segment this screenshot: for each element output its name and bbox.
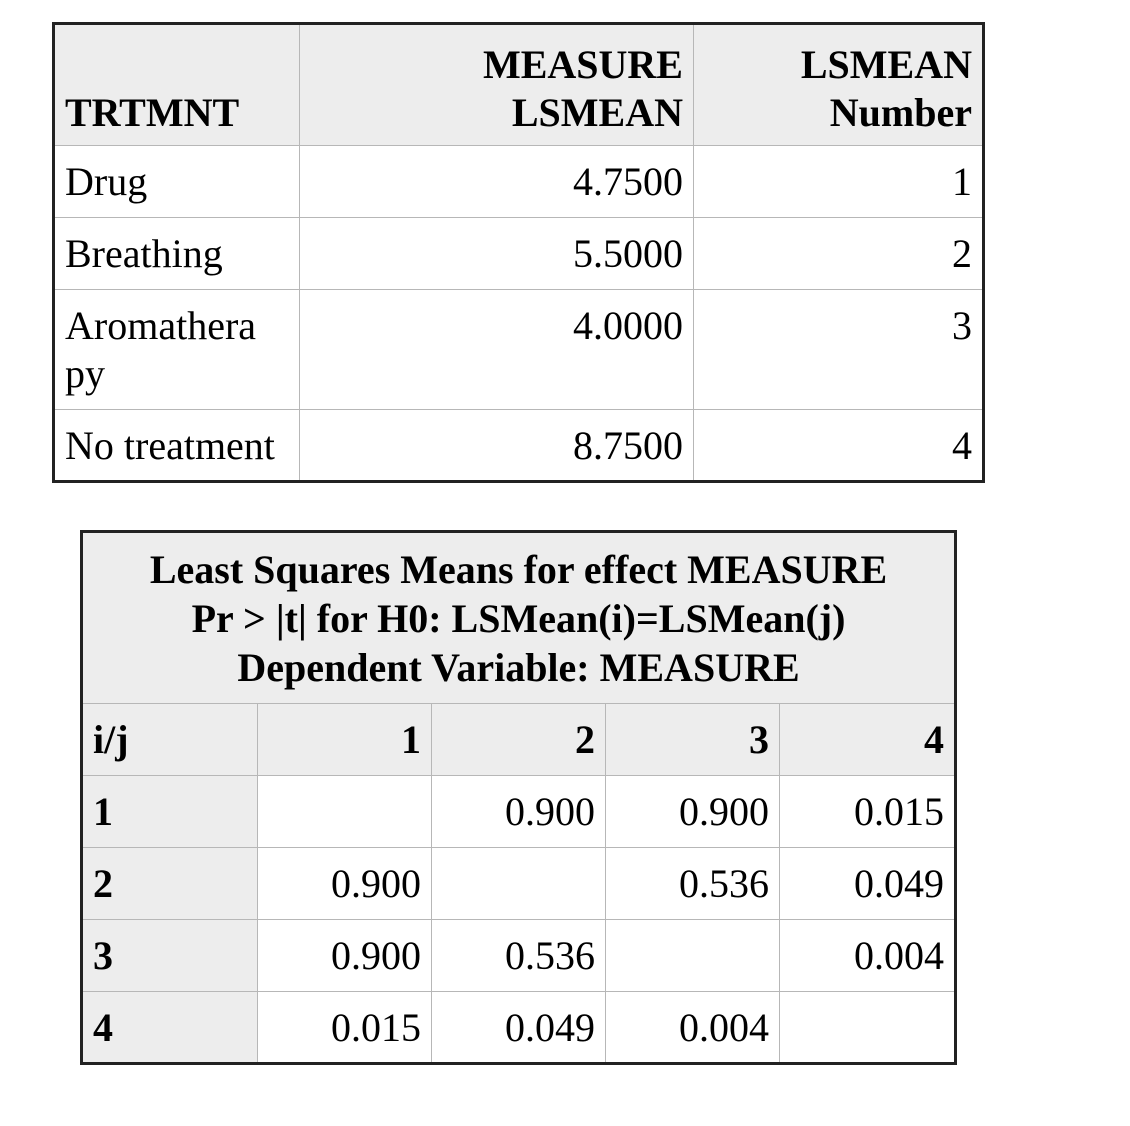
title-line-3: Dependent Variable: MEASURE — [237, 645, 800, 690]
pvalue-table-title — [82, 532, 956, 704]
row-header: 3 — [82, 920, 258, 992]
lsmean-cell: 4.7500 — [300, 146, 694, 218]
pvalue-cell: 0.536 — [606, 848, 780, 920]
title-line-2: Pr > |t| for H0: LSMean(i)=LSMean(j) — [191, 596, 846, 641]
row-header: 2 — [82, 848, 258, 920]
number-cell: 1 — [694, 146, 984, 218]
column-header: 2 — [432, 704, 606, 776]
pvalue-cell — [258, 776, 432, 848]
header-number-line1: LSMEAN — [800, 42, 972, 87]
header-measure-line1: MEASURE — [482, 42, 683, 87]
title-line-1: Least Squares Means for effect MEASURE — [149, 547, 888, 592]
pvalue-cell — [432, 848, 606, 920]
pvalue-cell: 0.900 — [258, 848, 432, 920]
header-lsmean-number — [694, 24, 984, 146]
corner-label: i/j — [82, 704, 258, 776]
table-row — [82, 992, 956, 1064]
number-cell: 3 — [694, 290, 984, 410]
row-header: 4 — [82, 992, 258, 1064]
table-row — [54, 410, 984, 482]
pvalue-cell: 0.049 — [432, 992, 606, 1064]
table-row — [54, 290, 984, 410]
table-row — [82, 848, 956, 920]
trtmnt-cell: No treatment — [54, 410, 300, 482]
pvalue-cell: 0.900 — [432, 776, 606, 848]
pvalue-cell: 0.900 — [606, 776, 780, 848]
column-header: 1 — [258, 704, 432, 776]
row-header: 1 — [82, 776, 258, 848]
trtmnt-cell: Drug — [54, 146, 300, 218]
pvalue-cell: 0.004 — [606, 992, 780, 1064]
table-row — [54, 218, 984, 290]
header-trtmnt — [54, 24, 300, 146]
header-measure-lsmean — [300, 24, 694, 146]
number-cell: 2 — [694, 218, 984, 290]
pvalue-cell: 0.536 — [432, 920, 606, 992]
header-measure-line2: LSMEAN — [511, 90, 683, 135]
column-header: 4 — [780, 704, 956, 776]
pvalue-column-header-row — [82, 704, 956, 776]
pvalue-cell: 0.900 — [258, 920, 432, 992]
table-row — [54, 146, 984, 218]
lsmean-cell: 8.7500 — [300, 410, 694, 482]
pvalue-cell: 0.015 — [258, 992, 432, 1064]
pvalue-cell: 0.049 — [780, 848, 956, 920]
header-trtmnt-label: TRTMNT — [65, 90, 240, 135]
trtmnt-cell: Aromathera py — [54, 290, 300, 410]
lsmeans-table — [52, 22, 985, 483]
lsmeans-header-row — [54, 24, 984, 146]
header-number-line2: Number — [829, 90, 972, 135]
table-row — [82, 776, 956, 848]
pvalue-cell: 0.004 — [780, 920, 956, 992]
lsmean-cell: 4.0000 — [300, 290, 694, 410]
table-row — [82, 920, 956, 992]
pvalue-cell: 0.015 — [780, 776, 956, 848]
trtmnt-cell: Breathing — [54, 218, 300, 290]
pvalue-cell — [606, 920, 780, 992]
column-header: 3 — [606, 704, 780, 776]
number-cell: 4 — [694, 410, 984, 482]
pvalue-title-row — [82, 532, 956, 704]
lsmean-cell: 5.5000 — [300, 218, 694, 290]
pvalue-cell — [780, 992, 956, 1064]
pvalue-table — [80, 530, 957, 1065]
